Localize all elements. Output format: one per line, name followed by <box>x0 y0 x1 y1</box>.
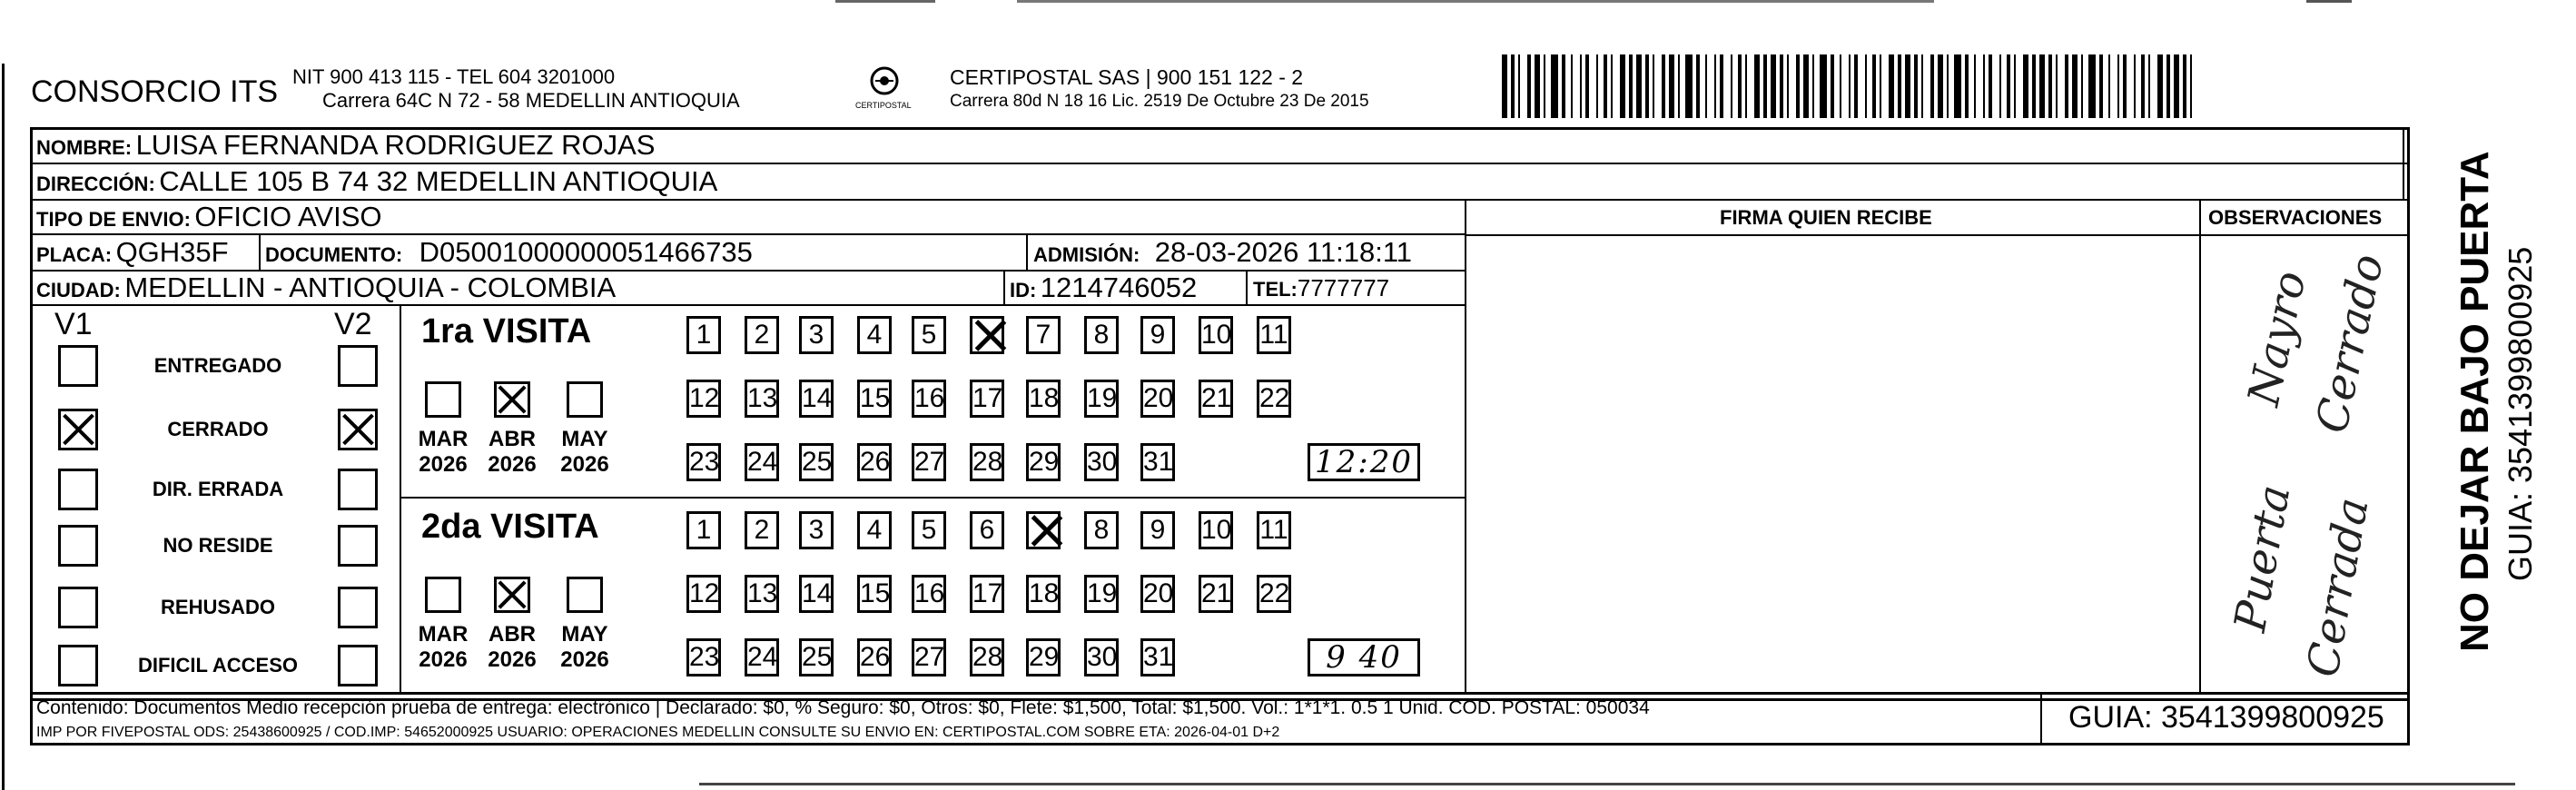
day-box[interactable]: 22 <box>1257 575 1291 613</box>
admision-row <box>1033 238 1412 266</box>
nombre-value: LUISA FERNANDA RODRIGUEZ ROJAS <box>135 129 656 161</box>
month-year: 2026 <box>419 452 468 477</box>
status-v2-checkbox[interactable] <box>338 587 378 628</box>
day-box[interactable]: 11 <box>1257 316 1291 354</box>
col-line <box>259 233 261 270</box>
admision-label: ADMISIÓN: <box>1033 243 1140 266</box>
row-line <box>1465 234 2410 236</box>
handwriting-cerrado: Cerrado <box>2306 250 2394 438</box>
barcode-bar <box>1947 54 1949 118</box>
day-box[interactable]: 31 <box>1140 638 1175 676</box>
barcode-bar <box>1898 54 1901 118</box>
month-year: 2026 <box>560 647 609 672</box>
barcode-bar <box>1763 54 1767 118</box>
barcode-bar <box>2108 54 2110 118</box>
barcode-bar <box>1669 54 1674 118</box>
month-year: 2026 <box>560 452 609 477</box>
barcode-bar <box>2048 54 2052 118</box>
day-box[interactable]: 26 <box>857 638 892 676</box>
day-box[interactable]: 15 <box>857 380 892 418</box>
row-line <box>30 304 1465 306</box>
barcode-bar <box>1983 54 1985 118</box>
footer-contenido: Contenido: Documentos Medio recepción prueba de entrega: electrónico | Declarado: $0, % Seguro: $0, Otros: $0, Flete: $1,500, Total: $1,500. Vol.: 1*1*1. 0.5 1 Unid. COD. POSTAL: 050034 <box>36 697 1650 718</box>
barcode-bar <box>1611 54 1613 118</box>
barcode-bar <box>1551 54 1558 118</box>
day-box[interactable]: 18 <box>1026 575 1061 613</box>
day-box[interactable]: 5 <box>912 511 946 549</box>
barcode-bar <box>2065 54 2068 118</box>
side-guia: GUIA: 3541399800925 <box>2502 246 2539 581</box>
row-line <box>30 163 2410 164</box>
barcode-bar <box>2088 54 2096 118</box>
barcode-bar <box>1965 54 1969 118</box>
id-value: 1214746052 <box>1040 272 1198 303</box>
day-box[interactable]: 20 <box>1140 575 1175 613</box>
status-label: ENTREGADO <box>153 354 282 377</box>
barcode-bar <box>1854 54 1858 118</box>
day-box[interactable]: 7 <box>1026 316 1061 354</box>
barcode-bar <box>2032 54 2036 118</box>
barcode-bar <box>1938 54 1943 118</box>
scan-edge-top <box>1017 0 1934 3</box>
barcode-bar <box>2183 54 2186 118</box>
month-checkbox[interactable] <box>567 381 603 418</box>
day-box[interactable]: 21 <box>1199 575 1233 613</box>
barcode-bar <box>2007 54 2010 118</box>
barcode-bar <box>1636 54 1642 118</box>
visit-time-box[interactable]: 9 40 <box>1308 638 1420 676</box>
barcode-bar <box>1812 54 1814 118</box>
day-box[interactable]: 28 <box>970 443 1004 481</box>
handwriting-puerta: Puerta <box>2225 480 2301 636</box>
barcode-bar <box>2072 54 2078 118</box>
col-line <box>2040 692 2042 743</box>
day-box[interactable]: 2 <box>745 316 779 354</box>
barcode-bar <box>2166 54 2170 118</box>
status-v2-checkbox[interactable] <box>338 345 378 387</box>
carrier-address: Carrera 80d N 18 16 Lic. 2519 De Octubre 23 De 2015 <box>950 92 1369 111</box>
barcode-bar <box>2134 54 2136 118</box>
day-box[interactable]: 23 <box>686 638 721 676</box>
barcode-bar <box>1596 54 1598 118</box>
tel-row <box>1253 276 1389 300</box>
col-line <box>2403 127 2404 199</box>
documento-value: D05001000000051466735 <box>419 236 753 268</box>
direccion-value: CALLE 105 B 74 32 MEDELLIN ANTIOQUIA <box>159 165 718 197</box>
observaciones-label: OBSERVACIONES <box>2208 206 2383 229</box>
barcode-bar <box>1518 54 1520 118</box>
barcode-bar <box>1745 54 1747 118</box>
day-box[interactable]: 4 <box>857 511 892 549</box>
barcode-bar <box>1620 54 1625 118</box>
v2-label: V2 <box>334 307 372 341</box>
day-box[interactable]: 14 <box>799 575 834 613</box>
tel-value: 7777777 <box>1297 274 1390 301</box>
day-box[interactable]: 19 <box>1084 380 1119 418</box>
barcode-bar <box>2123 54 2127 118</box>
day-box[interactable]: 16 <box>912 380 946 418</box>
ciudad-row <box>36 273 616 301</box>
col-line <box>1026 233 1028 270</box>
day-box[interactable]: 20 <box>1140 380 1175 418</box>
month-label: MAR <box>418 427 469 451</box>
day-box[interactable]: 15 <box>857 575 892 613</box>
barcode-bar <box>1738 54 1742 118</box>
barcode-bar <box>1840 54 1841 118</box>
day-box[interactable]: 2 <box>745 511 779 549</box>
day-box[interactable]: 25 <box>799 443 834 481</box>
row-line <box>30 233 1465 235</box>
placa-value: QGH35F <box>115 236 229 268</box>
scan-edge-left <box>2 64 5 790</box>
documento-label: DOCUMENTO: <box>265 243 403 266</box>
tipo-label: TIPO DE ENVIO: <box>36 208 191 231</box>
barcode-bar <box>1930 54 1934 118</box>
barcode-bar <box>1731 54 1732 118</box>
barcode-bar <box>1629 54 1633 118</box>
barcode-bar <box>1921 54 1923 118</box>
col-line <box>1465 199 1466 692</box>
status-v2-checkbox[interactable] <box>338 409 378 450</box>
barcode-bar <box>1705 54 1707 118</box>
barcode-bar <box>1720 54 1723 118</box>
day-box[interactable]: 18 <box>1026 380 1061 418</box>
month-checkbox[interactable] <box>494 381 530 418</box>
barcode-bar <box>1974 54 1976 118</box>
barcode-bar <box>1754 54 1760 118</box>
status-label: NO RESIDE <box>163 534 273 557</box>
month-label: ABR <box>489 427 536 451</box>
footer-bottom-border <box>30 743 2410 746</box>
barcode-bar <box>1989 54 1992 118</box>
month-year: 2026 <box>419 647 468 672</box>
handwriting-cerrada: Cerrada <box>2297 494 2379 681</box>
barcode-bar <box>1645 54 1649 118</box>
col-line <box>400 304 401 692</box>
scan-edge-top <box>2306 0 2352 3</box>
barcode-bar <box>1880 54 1881 118</box>
barcode-bar <box>1954 54 1961 118</box>
day-box[interactable]: 3 <box>799 511 834 549</box>
ciudad-value: MEDELLIN - ANTIOQUIA - COLOMBIA <box>124 272 617 303</box>
status-label: REHUSADO <box>161 596 275 618</box>
barcode-bar <box>1849 54 1851 118</box>
col-line <box>1246 270 1248 304</box>
day-box[interactable]: 24 <box>745 443 779 481</box>
day-box[interactable]: 8 <box>1084 316 1119 354</box>
ciudad-label: CIUDAD: <box>36 279 121 301</box>
status-label: DIFICIL ACCESO <box>137 654 298 676</box>
month-checkbox[interactable] <box>425 381 461 418</box>
documento-row <box>265 238 753 266</box>
barcode-bar <box>1585 54 1589 118</box>
day-box[interactable]: 25 <box>799 638 834 676</box>
day-box[interactable]: 17 <box>970 380 1004 418</box>
status-label: CERRADO <box>167 418 269 440</box>
visit-time-box[interactable]: 12:20 <box>1308 443 1420 481</box>
barcode-bar <box>1571 54 1573 118</box>
day-box[interactable]: 27 <box>912 443 946 481</box>
barcode-bar <box>1780 54 1783 118</box>
barcode-bar <box>1914 54 1918 118</box>
firma-label: FIRMA QUIEN RECIBE <box>1720 206 1932 229</box>
footer-left-border <box>30 692 33 746</box>
id-label: ID: <box>1010 279 1037 301</box>
day-box[interactable]: 4 <box>857 316 892 354</box>
month-label: MAY <box>561 622 608 647</box>
tipo-value: OFICIO AVISO <box>194 201 382 232</box>
day-box[interactable]: 6 <box>970 511 1004 549</box>
footer-right-border <box>2407 692 2410 746</box>
col-line <box>2199 199 2201 692</box>
barcode-bar <box>2141 54 2145 118</box>
admision-value: 28-03-2026 11:18:11 <box>1154 236 1413 268</box>
barcode-bar <box>2174 54 2179 118</box>
barcode-bar <box>1544 54 1545 118</box>
barcode-bar <box>1771 54 1776 118</box>
barcode-bar <box>1527 54 1531 118</box>
day-box[interactable]: 29 <box>1026 638 1061 676</box>
day-box[interactable]: 14 <box>799 380 834 418</box>
day-box[interactable] <box>970 316 1004 354</box>
company-nit: NIT 900 413 115 - TEL 604 3201000 <box>292 65 616 88</box>
day-box[interactable]: 21 <box>1199 380 1233 418</box>
day-box[interactable]: 30 <box>1084 638 1119 676</box>
barcode-bar <box>2117 54 2119 118</box>
barcode-bar <box>1999 54 2001 118</box>
barcode-bar <box>1511 54 1515 118</box>
status-label: DIR. ERRADA <box>152 478 284 500</box>
row-line <box>400 497 1465 499</box>
barcode-bar <box>1905 54 1910 118</box>
barcode-bar <box>1696 54 1700 118</box>
day-box[interactable]: 10 <box>1199 316 1233 354</box>
col-line <box>1003 270 1005 304</box>
row-line <box>30 199 2410 201</box>
footer-guia: GUIA: 3541399800925 <box>2068 700 2384 735</box>
day-box[interactable]: 24 <box>745 638 779 676</box>
day-box[interactable]: 23 <box>686 443 721 481</box>
day-box[interactable]: 30 <box>1084 443 1119 481</box>
barcode-bar <box>1604 54 1607 118</box>
day-box[interactable]: 12 <box>686 575 721 613</box>
nombre-label: NOMBRE: <box>36 136 133 159</box>
barcode-bar <box>1803 54 1809 118</box>
day-box[interactable]: 16 <box>912 575 946 613</box>
day-box[interactable]: 11 <box>1257 511 1291 549</box>
day-box[interactable]: 9 <box>1140 316 1175 354</box>
day-box[interactable]: 19 <box>1084 575 1119 613</box>
day-box[interactable]: 12 <box>686 380 721 418</box>
company-name: CONSORCIO ITS <box>31 74 279 109</box>
certipostal-logo <box>857 64 912 111</box>
logo-text: CERTIPOSTAL <box>855 101 912 110</box>
day-box[interactable]: 27 <box>912 638 946 676</box>
month-year: 2026 <box>488 647 537 672</box>
barcode-bar <box>1502 54 1507 118</box>
placa-label: PLACA: <box>36 243 113 266</box>
month-year: 2026 <box>488 452 537 477</box>
handwriting-nayro: Nayro <box>2238 266 2316 410</box>
day-box[interactable]: 5 <box>912 316 946 354</box>
status-v2-checkbox[interactable] <box>338 525 378 567</box>
no-dejar-warning: NO DEJAR BAJO PUERTA <box>2453 151 2497 652</box>
footer-imp: IMP POR FIVEPOSTAL ODS: 25438600925 / COD.IMP: 54652000925 USUARIO: OPERACIONES MEDELLIN CONSULTE SU ENVIO EN: CERTIPOSTAL.COM SOBRE ETA: 2026-04-01 D+2 <box>36 725 1280 740</box>
day-box[interactable]: 10 <box>1199 511 1233 549</box>
barcode-bar <box>1831 54 1834 118</box>
barcode-bar <box>1865 54 1867 118</box>
scan-edge-top <box>835 0 935 3</box>
tipo-row <box>36 202 382 231</box>
status-v2-checkbox[interactable] <box>338 645 378 686</box>
barcode-bar <box>2148 54 2150 118</box>
month-checkbox[interactable] <box>567 577 603 613</box>
barcode-bar <box>2023 54 2028 118</box>
visit-title: 2da VISITA <box>421 508 599 546</box>
tel-label: TEL: <box>1253 278 1298 301</box>
barcode-bar <box>1562 54 1565 118</box>
day-box[interactable]: 9 <box>1140 511 1175 549</box>
day-box[interactable]: 3 <box>799 316 834 354</box>
month-checkbox[interactable] <box>494 577 530 613</box>
barcode-bar <box>1796 54 1800 118</box>
row-line <box>30 692 2410 695</box>
direccion-label: DIRECCIÓN: <box>36 173 155 195</box>
barcode-bar <box>2190 54 2192 118</box>
day-box[interactable] <box>1026 511 1061 549</box>
visit-title: 1ra VISITA <box>421 312 592 351</box>
barcode <box>1502 54 2197 118</box>
barcode-bar <box>1535 54 1540 118</box>
barcode-bar <box>2157 54 2163 118</box>
barcode-bar <box>1872 54 1876 118</box>
month-label: MAY <box>561 427 608 451</box>
barcode-bar <box>1580 54 1582 118</box>
barcode-bar <box>1685 54 1693 118</box>
day-box[interactable]: 29 <box>1026 443 1061 481</box>
barcode-bar <box>1820 54 1827 118</box>
day-box[interactable]: 26 <box>857 443 892 481</box>
month-label: ABR <box>489 622 536 647</box>
day-box[interactable]: 31 <box>1140 443 1175 481</box>
barcode-bar <box>2039 54 2045 118</box>
carrier-name: CERTIPOSTAL SAS | 900 151 122 - 2 <box>950 65 1304 89</box>
day-box[interactable]: 13 <box>745 380 779 418</box>
v1-label: V1 <box>54 307 93 341</box>
scan-edge-bottom <box>699 783 2515 785</box>
day-box[interactable]: 22 <box>1257 380 1291 418</box>
day-box[interactable]: 17 <box>970 575 1004 613</box>
month-label: MAR <box>418 622 469 647</box>
direccion-row <box>36 167 717 195</box>
day-box[interactable]: 28 <box>970 638 1004 676</box>
barcode-bar <box>2056 54 2058 118</box>
barcode-bar <box>2081 54 2083 118</box>
status-v1-checkbox[interactable] <box>58 409 98 450</box>
day-box[interactable]: 8 <box>1084 511 1119 549</box>
company-address: Carrera 64C N 72 - 58 MEDELLIN ANTIOQUIA <box>322 89 740 112</box>
status-v1-checkbox[interactable] <box>58 345 98 387</box>
status-v1-checkbox[interactable] <box>58 645 98 686</box>
barcode-bar <box>2099 54 2103 118</box>
status-v1-checkbox[interactable] <box>58 525 98 567</box>
barcode-bar <box>2014 54 2016 118</box>
month-checkbox[interactable] <box>425 577 461 613</box>
placa-row <box>36 238 229 266</box>
status-v2-checkbox[interactable] <box>338 469 378 510</box>
day-box[interactable]: 1 <box>686 511 721 549</box>
barcode-bar <box>1714 54 1716 118</box>
day-box[interactable]: 13 <box>745 575 779 613</box>
barcode-bar <box>1678 54 1680 118</box>
id-row <box>1010 273 1197 301</box>
barcode-bar <box>1889 54 1894 118</box>
barcode-bar <box>1662 54 1665 118</box>
nombre-row <box>36 131 655 159</box>
status-v1-checkbox[interactable] <box>58 587 98 628</box>
day-box[interactable]: 1 <box>686 316 721 354</box>
barcode-bar <box>1787 54 1789 118</box>
status-v1-checkbox[interactable] <box>58 469 98 510</box>
barcode-bar <box>1653 54 1654 118</box>
